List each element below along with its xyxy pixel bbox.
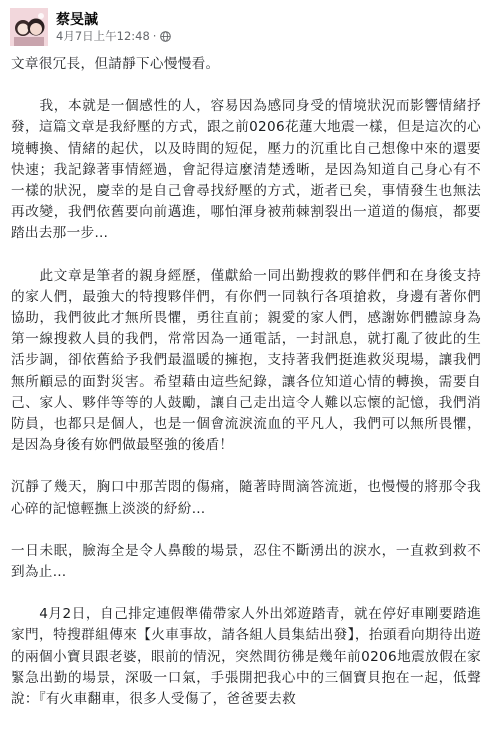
author-name[interactable]: 蔡旻諴 xyxy=(56,11,98,28)
post-paragraph: 文章很冗長，但請靜下心慢慢看。 xyxy=(11,56,220,72)
profile-avatar-icon[interactable] xyxy=(10,8,48,46)
separator-dot: · xyxy=(152,28,157,43)
post-timestamp[interactable]: 4月7日上午12:48 xyxy=(56,28,150,43)
post-body xyxy=(11,54,481,731)
post-paragraph: 沉靜了幾天，胸口中那苦悶的傷痛，隨著時間滴答流逝，也慢慢的將那令我心碎的記憶輕撫上淡淡的紓紛… xyxy=(11,479,481,517)
post-meta xyxy=(56,11,171,44)
post-paragraph: 我，本就是一個感性的人，容易因為感同身受的情境狀況而影響情緒抒發，這篇文章是我紓壓的方式，跟之前0206花蓮大地震一樣，但是這次的心境轉換、情緒的起伏，以及時間的短促，壓力的沉重比自己想像中來的還要快速；我記錄著事情經過，會記得這麼清楚透晰，是因為知道自己身心有不一樣的狀況，慶幸的是自己會尋找紓壓的方式，逝者已矣，事情發生也無法再改變，我們依舊要向前邁進，哪怕渾身被荊棘割裂出一道道的傷痕，都要踏出去那一步… xyxy=(11,98,481,242)
post-paragraph: 一日未眠，臉海全是令人鼻酸的場景，忍住不斷湧出的淚水，一直救到救不到為止… xyxy=(11,542,481,581)
post-paragraph: 此文章是筆者的親身經歷，僅獻給一同出勤搜救的夥伴們和在身後支持的家人們，最強大的特搜夥伴們，有你們一同執行各項搶救，身邊有著你們協助，我們彼此才無所畏懼，勇往直前；親愛的家人們，感謝妳們體諒身為第一線搜救人員的我們，常常因為一通電話，一封訊息，就打亂了彼此的生活步調，卻依舊給予我們最溫暖的擁抱，支持著我們挺進救災現場，讓我們無所顧忌的面對災害。希望藉由這些紀錄，讓各位知道心情的轉換，需要自己、家人、夥伴等等的人鼓勵，讓自己走出這令人難以忘懷的記憶，我們消防員，也都只是個人，也是一個會流淚流血的平凡人，我們可以無所畏懼，是因為身後有妳們做最堅強的後盾！ xyxy=(11,267,481,454)
globe-icon[interactable] xyxy=(160,31,171,42)
post-paragraph: 4月2日，自己排定連假準備帶家人外出郊遊踏青，就在停好車剛要踏進家門，特搜群組傳來【火車事故，請各組人員集結出發】，抬頭看向期待出遊的兩個小寶貝跟老婆，眼前的情況，突然間彷彿是幾年前0206地震放假在家緊急出勤的場景，深吸一口氣，手張開把我心中的三個寶貝抱在一起，低聲說：『有火車翻車，很多人受傷了，爸爸要去救 xyxy=(11,606,481,708)
post-subline xyxy=(56,29,171,44)
post-header xyxy=(10,8,171,46)
